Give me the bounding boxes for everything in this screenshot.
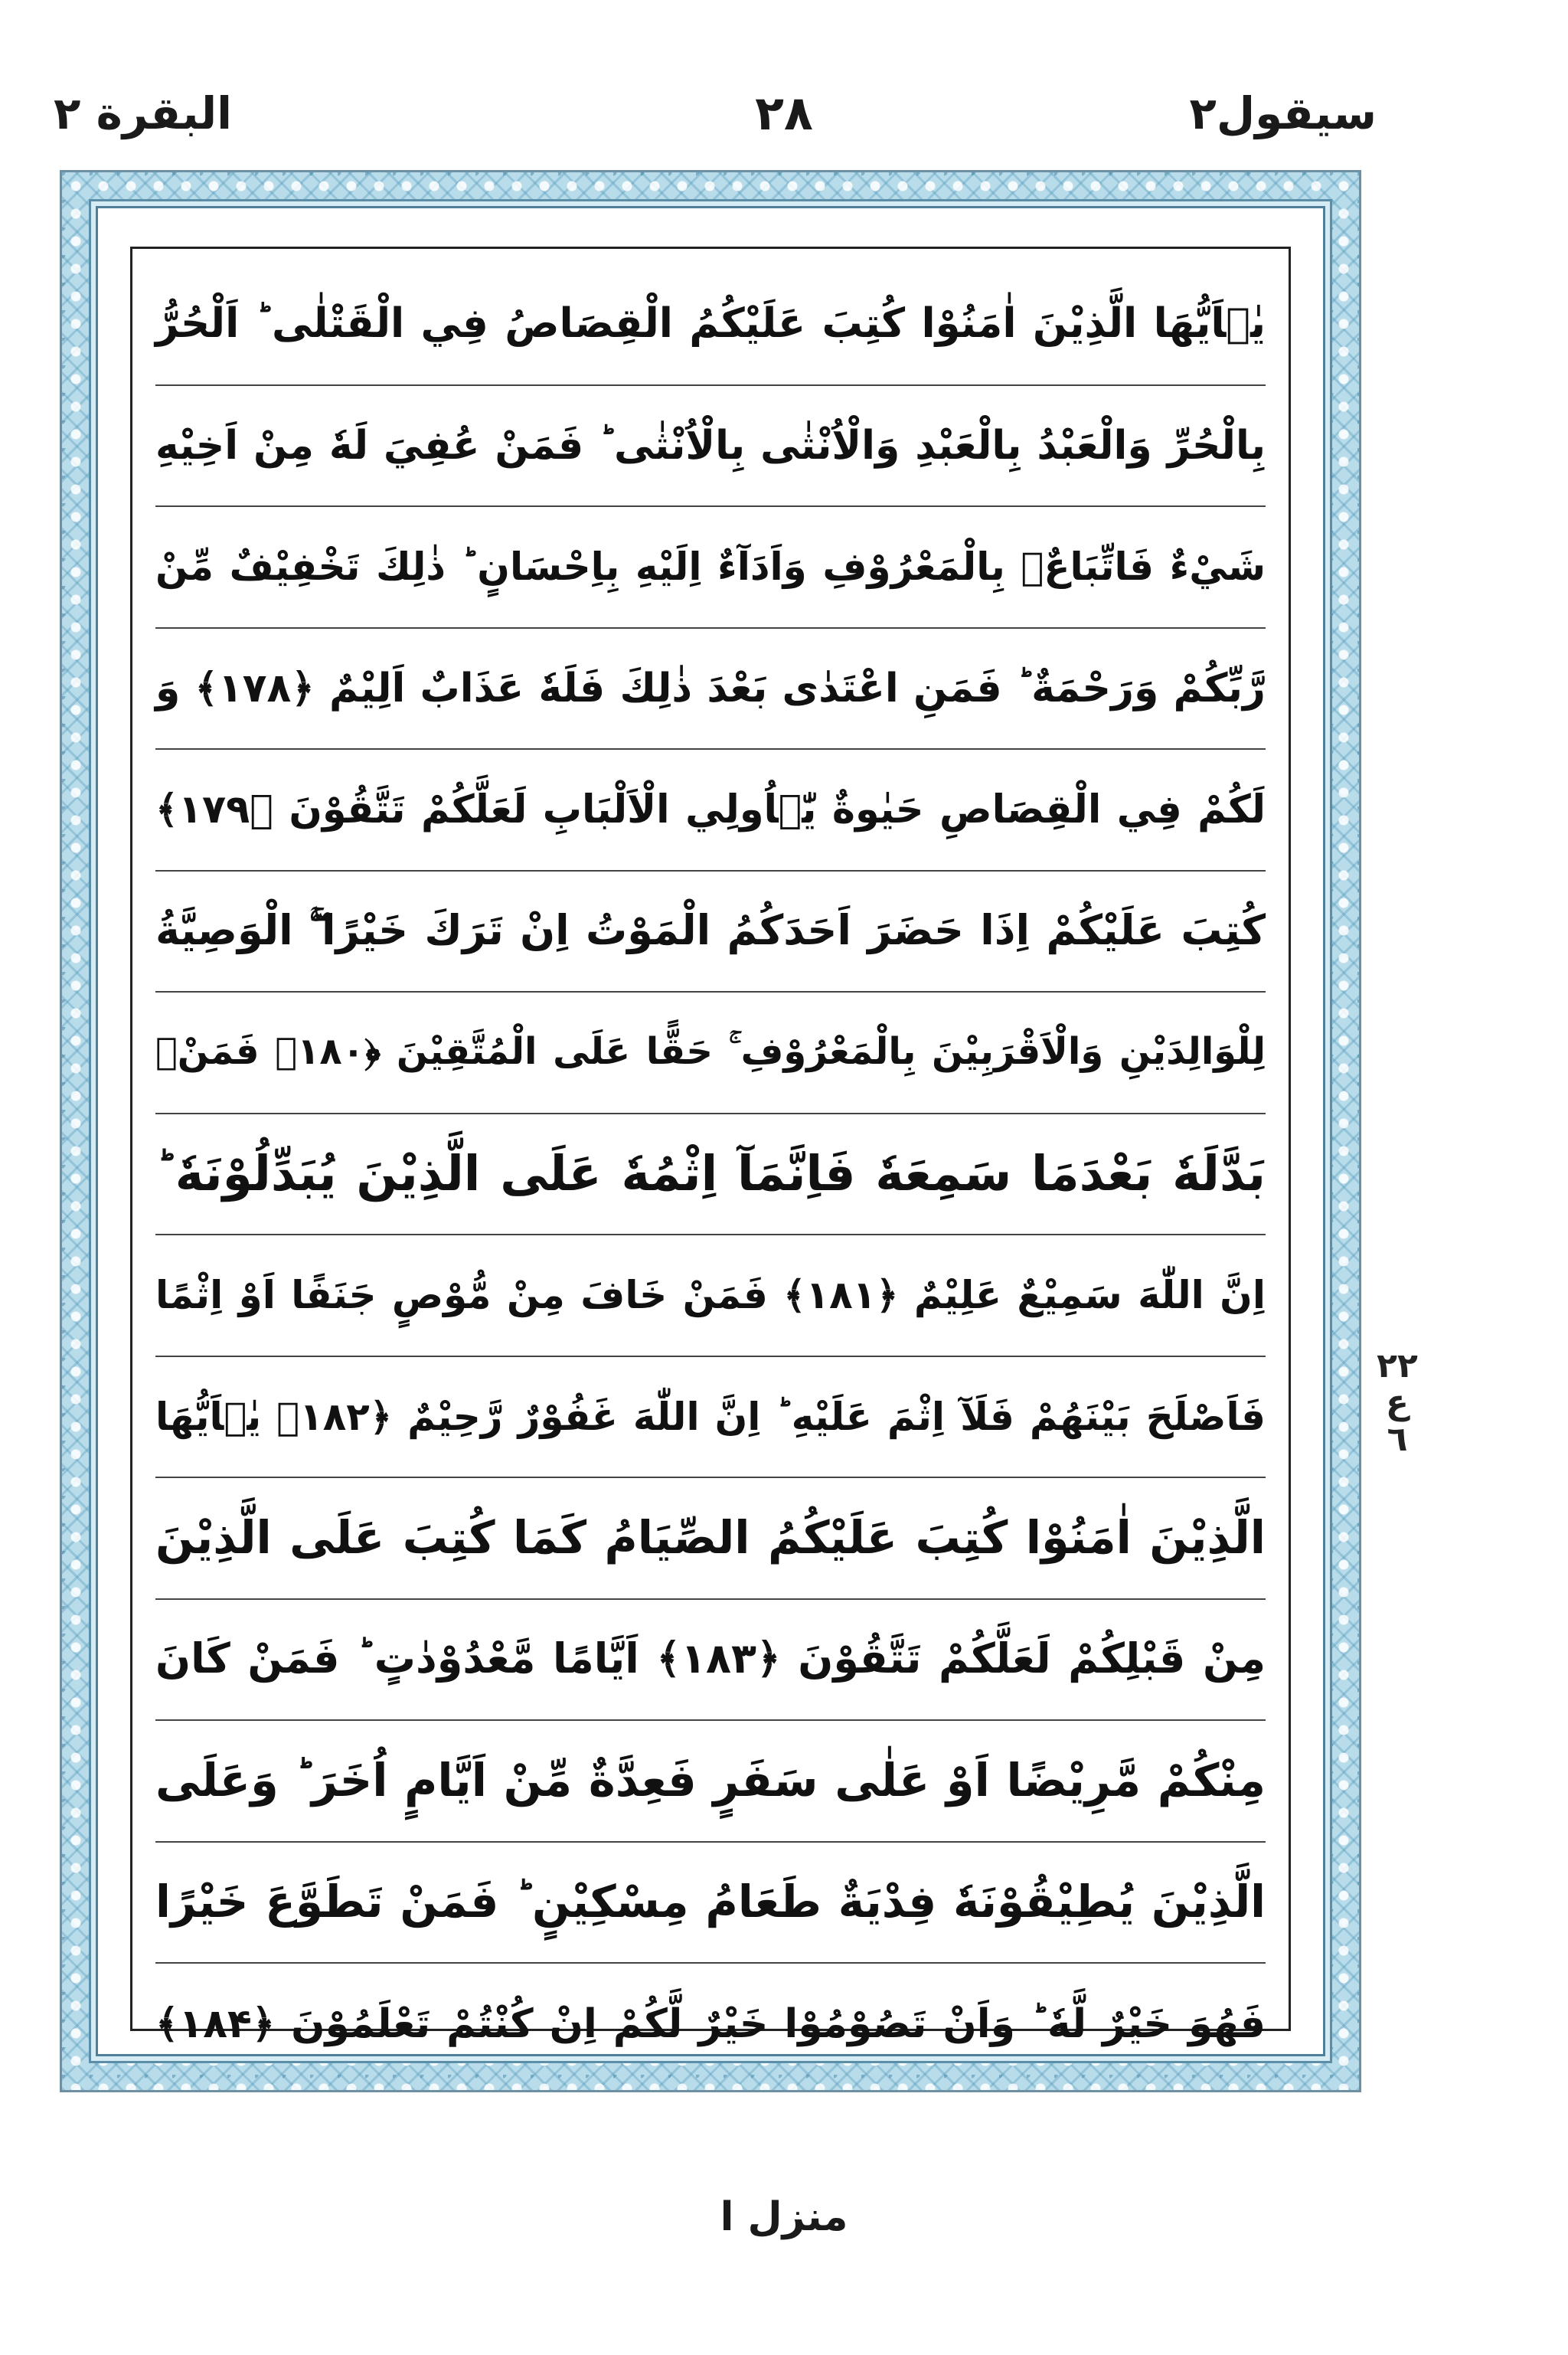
page-number: ٢٨ [755,85,813,141]
verse-line-text: يٰۤاَيُّهَا الَّذِيْنَ اٰمَنُوْا كُتِبَ عَلَيْكُمُ الْقِصَاصُ فِي الْقَتْلٰى ؕ اَلْحُرُّ [155,300,1266,348]
verse-line [155,993,1266,1114]
verse-line [155,1964,1266,2085]
border-inner-band [96,206,1325,2056]
verse-line [155,1357,1266,1479]
verse-line-text: الَّذِيْنَ اٰمَنُوْا كُتِبَ عَلَيْكُمُ الصِّيَامُ كَمَا كُتِبَ عَلَى الَّذِيْنَ [155,1510,1266,1564]
verse-line [155,1843,1266,1964]
verse-line [155,1600,1266,1722]
verse-line-text: بَدَّلَهٗ بَعْدَمَا سَمِعَهٗ فَاِنَّمَآ اِثْمُهٗ عَلَى الَّذِيْنَ يُبَدِّلُوْنَهٗ ؕ [155,1145,1266,1202]
verse-line-text: اِنَّ اللّٰهَ سَمِيْعٌ عَلِيْمٌ ﴿۱۸۱﴾ فَمَنْ خَافَ مِنْ مُّوْصٍ جَنَفًا اَوْ اِثْمًا [155,1273,1266,1318]
verse-line-text: رَّبِّكُمْ وَرَحْمَةٌ ؕ فَمَنِ اعْتَدٰى بَعْدَ ذٰلِكَ فَلَهٗ عَذَابٌ اَلِيْمٌ ﴿۱۷۸﴾ وَ [155,665,1266,711]
ruku-marker-count: ٦ [1387,1420,1408,1459]
verse-line [155,1235,1266,1357]
verse-line [155,629,1266,751]
verse-line-text: الَّذِيْنَ يُطِيْقُوْنَهٗ فِدْيَةٌ طَعَامُ مِسْكِيْنٍ ؕ فَمَنْ تَطَوَّعَ خَيْرًا [155,1875,1266,1928]
ruku-marker-number: ٢٢ [1377,1346,1418,1385]
verse-line [155,1478,1266,1600]
verse-line-text: فَهُوَ خَيْرٌ لَّهٗ ؕ وَاَنْ تَصُوْمُوْا خَيْرٌ لَّكُمْ اِنْ كُنْتُمْ تَعْلَمُوْنَ ﴿۱۸۴﴾ [155,2001,1266,2048]
verse-line-text: لَكُمْ فِي الْقِصَاصِ حَيٰوةٌ يّٰۤاُولِي الْاَلْبَابِ لَعَلَّكُمْ تَتَّقُوْنَ ﴿۱۷۹﴾ [155,787,1266,832]
verse-line-text: بِالْحُرِّ وَالْعَبْدُ بِالْعَبْدِ وَالْاُنْثٰى بِالْاُنْثٰى ؕ فَمَنْ عُفِيَ لَهٗ مِنْ اَخِيْهِ [155,422,1266,469]
ruku-margin-marker [1370,1348,1424,1463]
ruku-marker-symbol: ع [1385,1383,1410,1422]
verse-panel [130,247,1291,2048]
verse-line [155,264,1266,386]
surah-name: البقرة ٢ [54,87,232,139]
verse-line [155,507,1266,629]
verse-line [155,386,1266,508]
verse-line-text: مِنْ قَبْلِكُمْ لَعَلَّكُمْ تَتَّقُوْنَ ﴿۱۸۳﴾ اَيَّامًا مَّعْدُوْدٰتٍ ؕ فَمَنْ كَانَ [155,1634,1266,1683]
verse-lines [132,264,1289,2048]
verse-line-text: شَيْءٌ فَاتِّبَاعٌۢ بِالْمَعْرُوْفِ وَاَدَآءٌ اِلَيْهِ بِاِحْسَانٍ ؕ ذٰلِكَ تَخْفِيْفٌ مِّنْ [155,545,1266,590]
verse-line-text: فَاَصْلَحَ بَيْنَهُمْ فَلَآ اِثْمَ عَلَيْهِ ؕ اِنَّ اللّٰهَ غَفُوْرٌ رَّحِيْمٌ ﴿۱۸۲﴾ يٰۤاَيُّهَا [155,1394,1266,1439]
page-header [0,0,1568,161]
manzil-footer: منزل ا [720,2194,848,2240]
verse-line-text: كُتِبَ عَلَيْكُمْ اِذَا حَضَرَ اَحَدَكُمُ الْمَوْتُ اِنْ تَرَكَ خَيْرًا ۖۚ الْوَصِيَّةُ [155,906,1266,955]
verse-line [155,1721,1266,1843]
verse-line [155,750,1266,872]
para-name: سیقول٢ [1189,87,1377,139]
verse-line [155,1114,1266,1236]
ornamental-border [60,170,1361,2092]
verse-line-text: مِنْكُمْ مَّرِيْضًا اَوْ عَلٰى سَفَرٍ فَعِدَّةٌ مِّنْ اَيَّامٍ اُخَرَ ؕ وَعَلَى [155,1753,1266,1807]
verse-line-text: لِلْوَالِدَيْنِ وَالْاَقْرَبِيْنَ بِالْمَعْرُوْفِ ۚ حَقًّا عَلَى الْمُتَّقِيْنَ ﴿۱۸۰﴾ فَمَنْۢ [155,1030,1266,1074]
verse-line [155,872,1266,993]
